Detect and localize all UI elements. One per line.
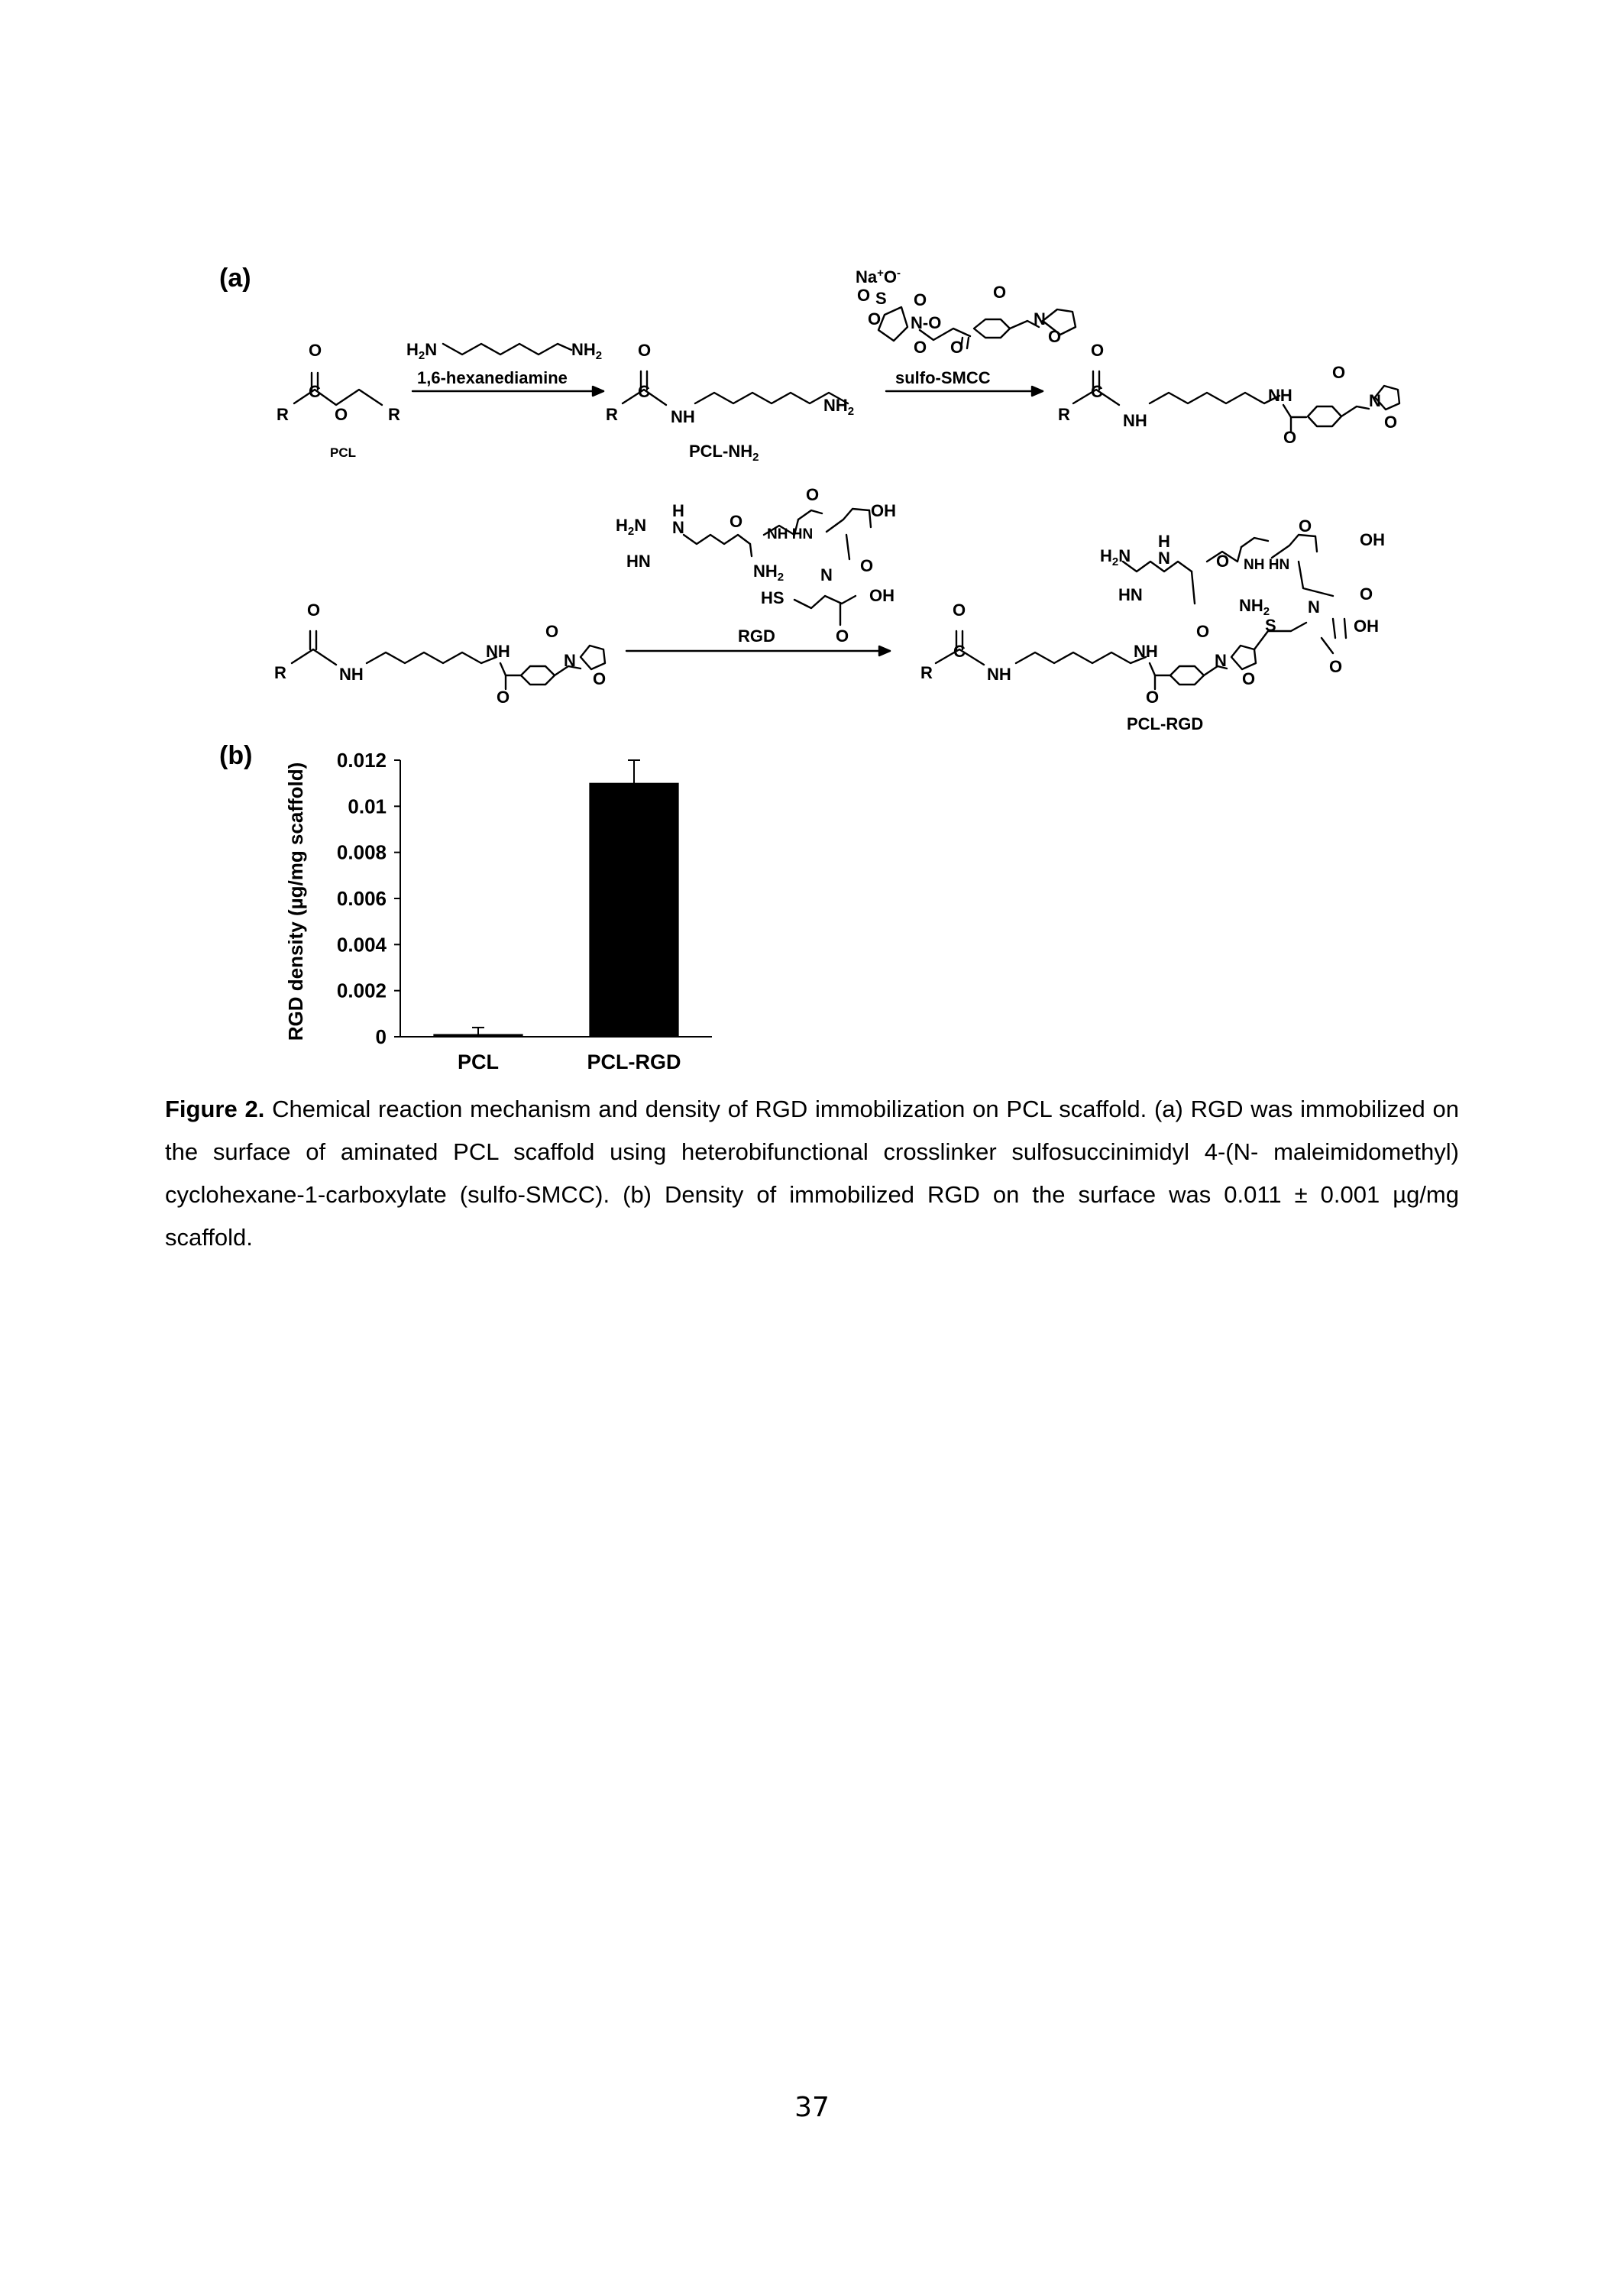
y-tick-label: 0.006 xyxy=(336,887,387,910)
y-tick-label: 0 xyxy=(375,1025,387,1048)
atom-label: O xyxy=(1242,669,1256,688)
atom-label: R xyxy=(388,405,400,424)
atom-label: R xyxy=(606,405,618,424)
atom-label: NH HN xyxy=(767,526,814,542)
atom-label: O xyxy=(868,309,882,329)
atom-label: O xyxy=(836,626,849,646)
bar-pcl-rgd xyxy=(590,783,678,1037)
atom-label: S xyxy=(1265,616,1276,635)
atom-label: HN xyxy=(626,552,651,571)
y-tick-label: 0.002 xyxy=(336,979,387,1002)
atom-label: O xyxy=(730,512,743,531)
y-tick-label: 0.004 xyxy=(336,933,387,957)
x-tick-label: PCL-RGD xyxy=(587,1050,681,1073)
y-tick-label: 0.01 xyxy=(348,795,387,818)
atom-label: NH xyxy=(486,642,510,661)
atom-label: $NH_2$ xyxy=(753,562,785,584)
atom-label: NH xyxy=(1123,411,1147,430)
atom-label: C xyxy=(1091,382,1103,401)
atom-label: N xyxy=(1308,597,1320,617)
scheme-labels xyxy=(219,264,1397,733)
atom-label: H xyxy=(672,501,684,520)
reagent-hexanediamine: 1,6-hexanediamine xyxy=(417,368,568,387)
label-rgd: RGD xyxy=(738,626,775,646)
atom-label: R xyxy=(920,663,933,682)
molecule-pcl-nh2 xyxy=(623,371,848,405)
atom-label: N xyxy=(1034,309,1046,329)
y-tick-label: 0.008 xyxy=(336,840,387,864)
y-tick-label: 0.012 xyxy=(336,749,387,772)
atom-label: O xyxy=(950,338,964,357)
atom-label: N xyxy=(1369,391,1381,410)
label-pcl-rgd: PCL-RGD xyxy=(1127,714,1204,733)
atom-label: N xyxy=(672,518,684,537)
bar-pcl xyxy=(434,1034,522,1037)
atom-label: NH xyxy=(1268,386,1292,405)
atom-label: NH xyxy=(1134,642,1158,661)
atom-label: O xyxy=(993,283,1007,302)
rgd-density-chart xyxy=(284,749,712,1073)
atom-label: O xyxy=(1216,552,1230,571)
atom-label: NH xyxy=(987,665,1011,684)
atom-label: O xyxy=(1048,327,1062,346)
atom-label: O xyxy=(309,341,322,360)
atom-label: O xyxy=(307,601,321,620)
atom-label: R xyxy=(277,405,289,424)
atom-label: $H_2N$ xyxy=(616,516,647,538)
atom-label: HN xyxy=(1118,585,1143,604)
atom-label: O xyxy=(857,286,871,305)
atom-label: O xyxy=(638,341,652,360)
hexanediamine-chain xyxy=(443,344,571,354)
atom-label: O xyxy=(914,338,927,357)
atom-label: N xyxy=(1215,651,1227,670)
atom-label: O xyxy=(953,601,966,620)
atom-label: O xyxy=(1283,428,1297,447)
atom-label: N xyxy=(820,565,833,584)
atom-label: OH xyxy=(869,586,894,605)
atom-label: O xyxy=(914,290,927,309)
atom-label: R xyxy=(1058,405,1070,424)
atom-label: C xyxy=(309,382,321,401)
figure-2 xyxy=(0,0,1624,1085)
atom-label: $H_2N$ xyxy=(1100,546,1131,568)
atom-label: $NH_2$ xyxy=(1239,596,1270,618)
atom-label: O xyxy=(860,556,874,575)
atom-label: O xyxy=(1146,688,1160,707)
atom-label: O xyxy=(497,688,510,707)
label-pcl-nh2: PCL-$NH_2$ xyxy=(689,442,759,464)
molecule-pcl xyxy=(294,373,382,405)
atom-label: NH HN xyxy=(1244,557,1290,573)
atom-label: O xyxy=(806,485,820,504)
atom-label: NH xyxy=(339,665,364,684)
atom-label: O xyxy=(545,622,559,641)
panel-label-b: (b) xyxy=(219,741,253,770)
atom-label: O xyxy=(1360,584,1373,604)
atom-label: N xyxy=(1158,549,1170,568)
atom-label: OH xyxy=(871,501,896,520)
atom-label: O xyxy=(1196,622,1210,641)
atom-label: R xyxy=(274,663,286,682)
atom-label: C xyxy=(953,642,966,661)
atom-label: O xyxy=(1299,516,1312,536)
atom-label: Na+O- xyxy=(856,267,901,286)
atom-label: C xyxy=(638,382,650,401)
atom-label: O xyxy=(1329,657,1343,676)
y-axis-label: RGD density (µg/mg scaffold) xyxy=(284,762,307,1041)
label-pcl: PCL xyxy=(330,445,356,460)
atom-label: HS xyxy=(761,588,785,607)
atom-label: $H_2N$ xyxy=(406,340,438,362)
atom-label: O xyxy=(593,669,607,688)
atom-label: H xyxy=(1158,532,1170,551)
atom-label: $NH_2$ xyxy=(571,340,603,362)
atom-label: $NH_2$ xyxy=(823,396,855,418)
atom-label: OH xyxy=(1354,617,1379,636)
caption-text: Chemical reaction mechanism and density of RGD immobilization on PCL scaffold. (a) RGD was immobilized on the surface of aminated PCL scaffold using heterobifunctional crosslinker sulfosuccinimidyl 4-(N- maleimidomethyl) cyclohexane-1-carboxylate (sulfo-SMCC). (b) Density of immobilized RGD on the surface was 0.011 ± 0.001 µg/mg scaffold. xyxy=(165,1096,1459,1251)
atom-label: O xyxy=(1091,341,1105,360)
page-number: 37 xyxy=(794,2092,830,2123)
atom-label: N-O xyxy=(911,313,942,332)
atom-label: S xyxy=(875,289,887,308)
reagent-sulfo-smcc: sulfo-SMCC xyxy=(895,368,991,387)
atom-label: NH xyxy=(671,407,695,426)
sulfo-smcc-structure xyxy=(878,307,1076,348)
atom-label: N xyxy=(564,651,576,670)
atom-label: OH xyxy=(1360,530,1385,549)
atom-label: O xyxy=(1384,413,1398,432)
x-tick-label: PCL xyxy=(458,1050,499,1073)
atom-label: O xyxy=(1332,363,1346,382)
figure-caption xyxy=(165,1088,1459,1259)
panel-label-a: (a) xyxy=(219,264,251,293)
atom-label: O xyxy=(335,405,348,424)
caption-label: Figure 2. xyxy=(165,1096,265,1122)
